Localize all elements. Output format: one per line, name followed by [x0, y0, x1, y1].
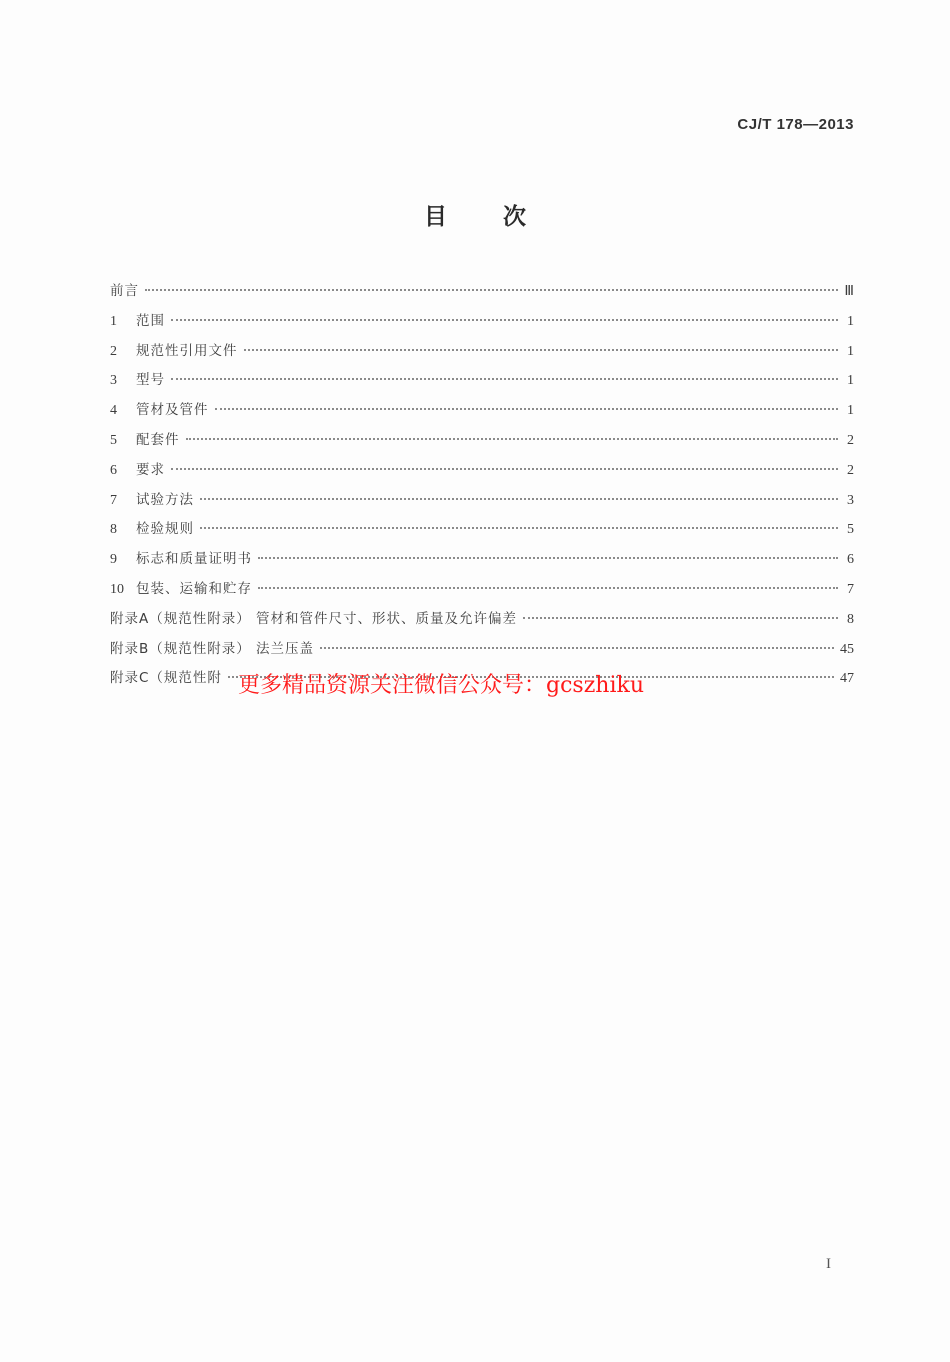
toc-entry-label: 附录B（规范性附录） 法兰压盖: [110, 640, 315, 657]
standard-code: CJ/T 178—2013: [737, 116, 854, 133]
toc-entry-page: 6: [847, 552, 854, 568]
toc-entry-label: 配套件: [136, 431, 180, 448]
toc-entry-number: 7: [110, 492, 117, 508]
toc-entry-page: 45: [840, 641, 854, 657]
toc-entry-page: 1: [847, 403, 854, 419]
page-title: 目次: [424, 204, 582, 230]
toc-entry-page: 8: [847, 611, 854, 627]
toc-entry-number: 9: [110, 552, 117, 568]
toc-entry[interactable]: [110, 517, 854, 547]
toc-entry-number: 5: [110, 432, 117, 448]
toc-entry-label: 范围: [136, 312, 165, 329]
toc-leader-dots: [145, 289, 838, 291]
toc-entry[interactable]: [110, 488, 854, 518]
toc-entry[interactable]: [110, 428, 854, 458]
toc-leader-dots: [186, 438, 839, 440]
toc-entry[interactable]: [110, 368, 854, 398]
toc-entry-label: 前言: [110, 283, 139, 299]
toc-entry-page: Ⅲ: [844, 284, 854, 299]
toc-leader-dots: [523, 617, 838, 619]
toc-entry[interactable]: [110, 577, 854, 607]
toc-entry-page: 47: [840, 671, 854, 687]
watermark-text: 更多精品资源关注微信公众号：gcszhiku: [238, 673, 644, 698]
toc-entry-page: 5: [847, 522, 854, 538]
toc-entry[interactable]: [110, 547, 854, 577]
toc-entry[interactable]: [110, 309, 854, 339]
toc-entry[interactable]: [110, 339, 854, 369]
toc-entry-number: 3: [110, 373, 117, 389]
toc-leader-dots: [200, 527, 838, 529]
toc-leader-dots: [244, 349, 839, 351]
toc-entry-page: 7: [847, 581, 854, 597]
toc-leader-dots: [215, 408, 839, 410]
toc-entry-page: 1: [847, 313, 854, 329]
toc-leader-dots: [200, 498, 838, 500]
toc-entry[interactable]: [110, 398, 854, 428]
toc-entry-page: 1: [847, 343, 854, 359]
toc-entry-number: 10: [110, 581, 124, 597]
toc-entry[interactable]: [110, 607, 854, 637]
toc-leader-dots: [171, 319, 838, 321]
toc-leader-dots: [320, 647, 834, 649]
table-of-contents: [110, 279, 854, 696]
toc-leader-dots: [171, 468, 838, 470]
toc-entry-label: 标志和质量证明书: [136, 551, 252, 568]
toc-entry-label: 型号: [136, 372, 165, 389]
toc-entry-page: 1: [847, 373, 854, 389]
toc-entry-label: 检验规则: [136, 521, 194, 538]
toc-entry-number: 1: [110, 313, 117, 329]
toc-leader-dots: [171, 378, 838, 380]
toc-entry-label: 要求: [136, 461, 165, 478]
toc-entry-number: 6: [110, 462, 117, 478]
toc-entry[interactable]: [110, 637, 854, 667]
toc-leader-dots: [258, 557, 838, 559]
toc-entry[interactable]: [110, 279, 854, 309]
toc-entry-number: 4: [110, 403, 117, 419]
toc-entry-label: 附录C（规范性附: [110, 670, 222, 687]
toc-entry-label: 试验方法: [136, 491, 194, 508]
toc-entry-label: 规范性引用文件: [136, 342, 238, 359]
toc-entry-number: 8: [110, 522, 117, 538]
page-number: I: [826, 1256, 831, 1272]
toc-entry-label: 管材及管件: [136, 402, 209, 419]
toc-entry-number: 2: [110, 343, 117, 359]
toc-leader-dots: [258, 587, 838, 589]
toc-entry-page: 2: [847, 462, 854, 478]
toc-entry-page: 2: [847, 432, 854, 448]
toc-entry-page: 3: [847, 492, 854, 508]
toc-entry-label: 附录A（规范性附录） 管材和管件尺寸、形状、质量及允许偏差: [110, 610, 518, 627]
toc-entry[interactable]: [110, 458, 854, 488]
toc-entry-label: 包装、运输和贮存: [136, 580, 252, 597]
